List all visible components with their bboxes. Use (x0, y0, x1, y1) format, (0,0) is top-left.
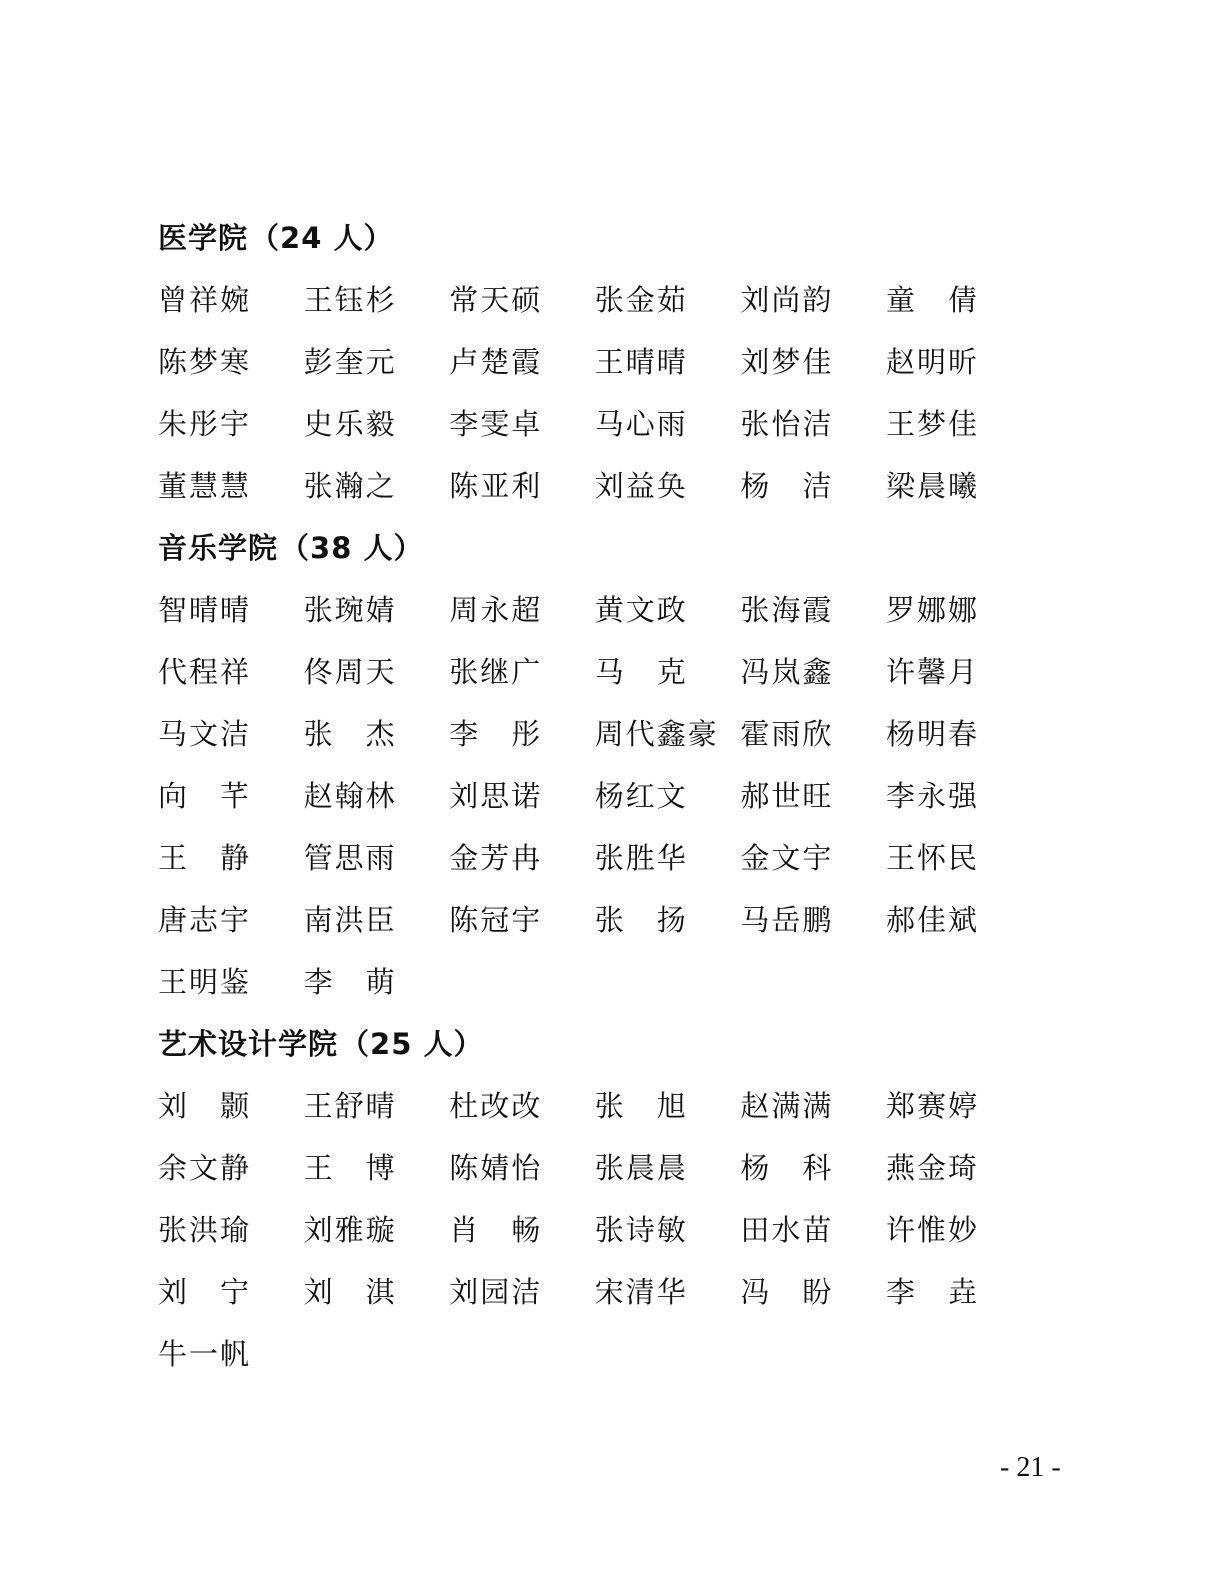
student-name: 杨红文 (594, 779, 688, 813)
student-name: 王 静 (158, 841, 252, 875)
student-name: 赵翰林 (303, 779, 397, 813)
section-heading (158, 517, 1028, 579)
student-name: 郑赛婷 (885, 1089, 979, 1123)
student-name: 张怡洁 (740, 407, 834, 441)
college-name: 艺术设计学院 (158, 1027, 339, 1061)
student-name: 南洪臣 (303, 903, 397, 937)
student-name: 刘雅璇 (303, 1213, 397, 1247)
student-name: 张 旭 (594, 1089, 688, 1123)
college-section (158, 517, 1028, 1013)
student-name: 杨明春 (885, 717, 979, 751)
student-name: 肖 畅 (449, 1213, 543, 1247)
student-name: 代程祥 (158, 655, 252, 689)
student-name: 常天硕 (449, 283, 543, 317)
student-name: 马 克 (594, 655, 688, 689)
student-name: 童 倩 (885, 283, 979, 317)
student-name: 王 博 (303, 1151, 397, 1185)
student-name: 王明鉴 (158, 965, 252, 999)
student-name: 赵满满 (740, 1089, 834, 1123)
student-name: 智晴晴 (158, 593, 252, 627)
student-name: 张胜华 (594, 841, 688, 875)
college-name: 医学院 (158, 221, 249, 255)
student-name: 王晴晴 (594, 345, 688, 379)
student-name: 刘梦佳 (740, 345, 834, 379)
student-name: 陈冠宇 (449, 903, 543, 937)
student-name: 梁晨曦 (885, 469, 979, 503)
college-name: 音乐学院 (158, 531, 279, 565)
student-name: 张晨晨 (594, 1151, 688, 1185)
student-name: 史乐毅 (303, 407, 397, 441)
student-name: 周永超 (449, 593, 543, 627)
student-name: 王怀民 (885, 841, 979, 875)
student-name: 刘 颢 (158, 1089, 252, 1123)
member-count: （25 人） (340, 1027, 484, 1061)
student-name: 张 杰 (303, 717, 397, 751)
student-name: 牛一帆 (158, 1337, 252, 1371)
college-section (158, 207, 1028, 517)
student-name: 刘 宁 (158, 1275, 252, 1309)
student-name: 刘 淇 (303, 1275, 397, 1309)
student-name: 陈亚利 (449, 469, 543, 503)
student-name: 许惟妙 (885, 1213, 979, 1247)
student-name: 向 芊 (158, 779, 252, 813)
student-name: 杨 洁 (740, 469, 834, 503)
student-name: 金文宇 (740, 841, 834, 875)
student-name: 李 萌 (303, 965, 397, 999)
name-list (158, 579, 1028, 1013)
student-name: 刘思诺 (449, 779, 543, 813)
student-name: 曾祥婉 (158, 283, 252, 317)
student-name: 冯 盼 (740, 1275, 834, 1309)
student-name: 罗娜娜 (885, 593, 979, 627)
student-name: 张海霞 (740, 593, 834, 627)
student-name: 金芳冉 (449, 841, 543, 875)
page-number: - 21 - (1000, 1452, 1061, 1483)
student-name: 马心雨 (594, 407, 688, 441)
student-name: 郝佳斌 (885, 903, 979, 937)
section-heading (158, 1013, 1028, 1075)
student-name: 张 扬 (594, 903, 688, 937)
student-name: 宋清华 (594, 1275, 688, 1309)
student-name: 佟周天 (303, 655, 397, 689)
student-name: 王舒晴 (303, 1089, 397, 1123)
student-name: 刘尚韵 (740, 283, 834, 317)
student-name: 朱彤宇 (158, 407, 252, 441)
student-name: 张洪瑜 (158, 1213, 252, 1247)
student-name: 李雯卓 (449, 407, 543, 441)
student-name: 张琬婧 (303, 593, 397, 627)
student-name: 王钰杉 (303, 283, 397, 317)
student-name: 霍雨欣 (740, 717, 834, 751)
student-name: 董慧慧 (158, 469, 252, 503)
student-name: 郝世旺 (740, 779, 834, 813)
student-name: 田水苗 (740, 1213, 834, 1247)
student-name: 黄文政 (594, 593, 688, 627)
student-name: 燕金琦 (885, 1151, 979, 1185)
student-name: 马岳鹏 (740, 903, 834, 937)
college-section (158, 1013, 1028, 1385)
student-name: 余文静 (158, 1151, 252, 1185)
student-name: 周代鑫豪 (594, 717, 719, 751)
student-name: 许馨月 (885, 655, 979, 689)
student-name: 卢楚霞 (449, 345, 543, 379)
student-name: 李永强 (885, 779, 979, 813)
student-name: 陈梦寒 (158, 345, 252, 379)
student-name: 陈婧怡 (449, 1151, 543, 1185)
student-name: 张继广 (449, 655, 543, 689)
student-name: 冯岚鑫 (740, 655, 834, 689)
student-name: 刘益奂 (594, 469, 688, 503)
member-count: （24 人） (250, 221, 394, 255)
student-name: 杜改改 (449, 1089, 543, 1123)
name-list (158, 269, 1028, 517)
student-name: 唐志宇 (158, 903, 252, 937)
student-name: 张瀚之 (303, 469, 397, 503)
student-name: 管思雨 (303, 841, 397, 875)
student-name: 杨 科 (740, 1151, 834, 1185)
student-name: 彭奎元 (303, 345, 397, 379)
student-name: 李 彤 (449, 717, 543, 751)
name-list (158, 1075, 1028, 1385)
member-count: （38 人） (280, 531, 424, 565)
student-name: 刘园洁 (449, 1275, 543, 1309)
section-heading (158, 207, 1028, 269)
student-name: 王梦佳 (885, 407, 979, 441)
student-name: 赵明昕 (885, 345, 979, 379)
student-name: 马文洁 (158, 717, 252, 751)
student-name: 张金茹 (594, 283, 688, 317)
document-page (158, 207, 1028, 1385)
student-name: 李 垚 (885, 1275, 979, 1309)
student-name: 张诗敏 (594, 1213, 688, 1247)
